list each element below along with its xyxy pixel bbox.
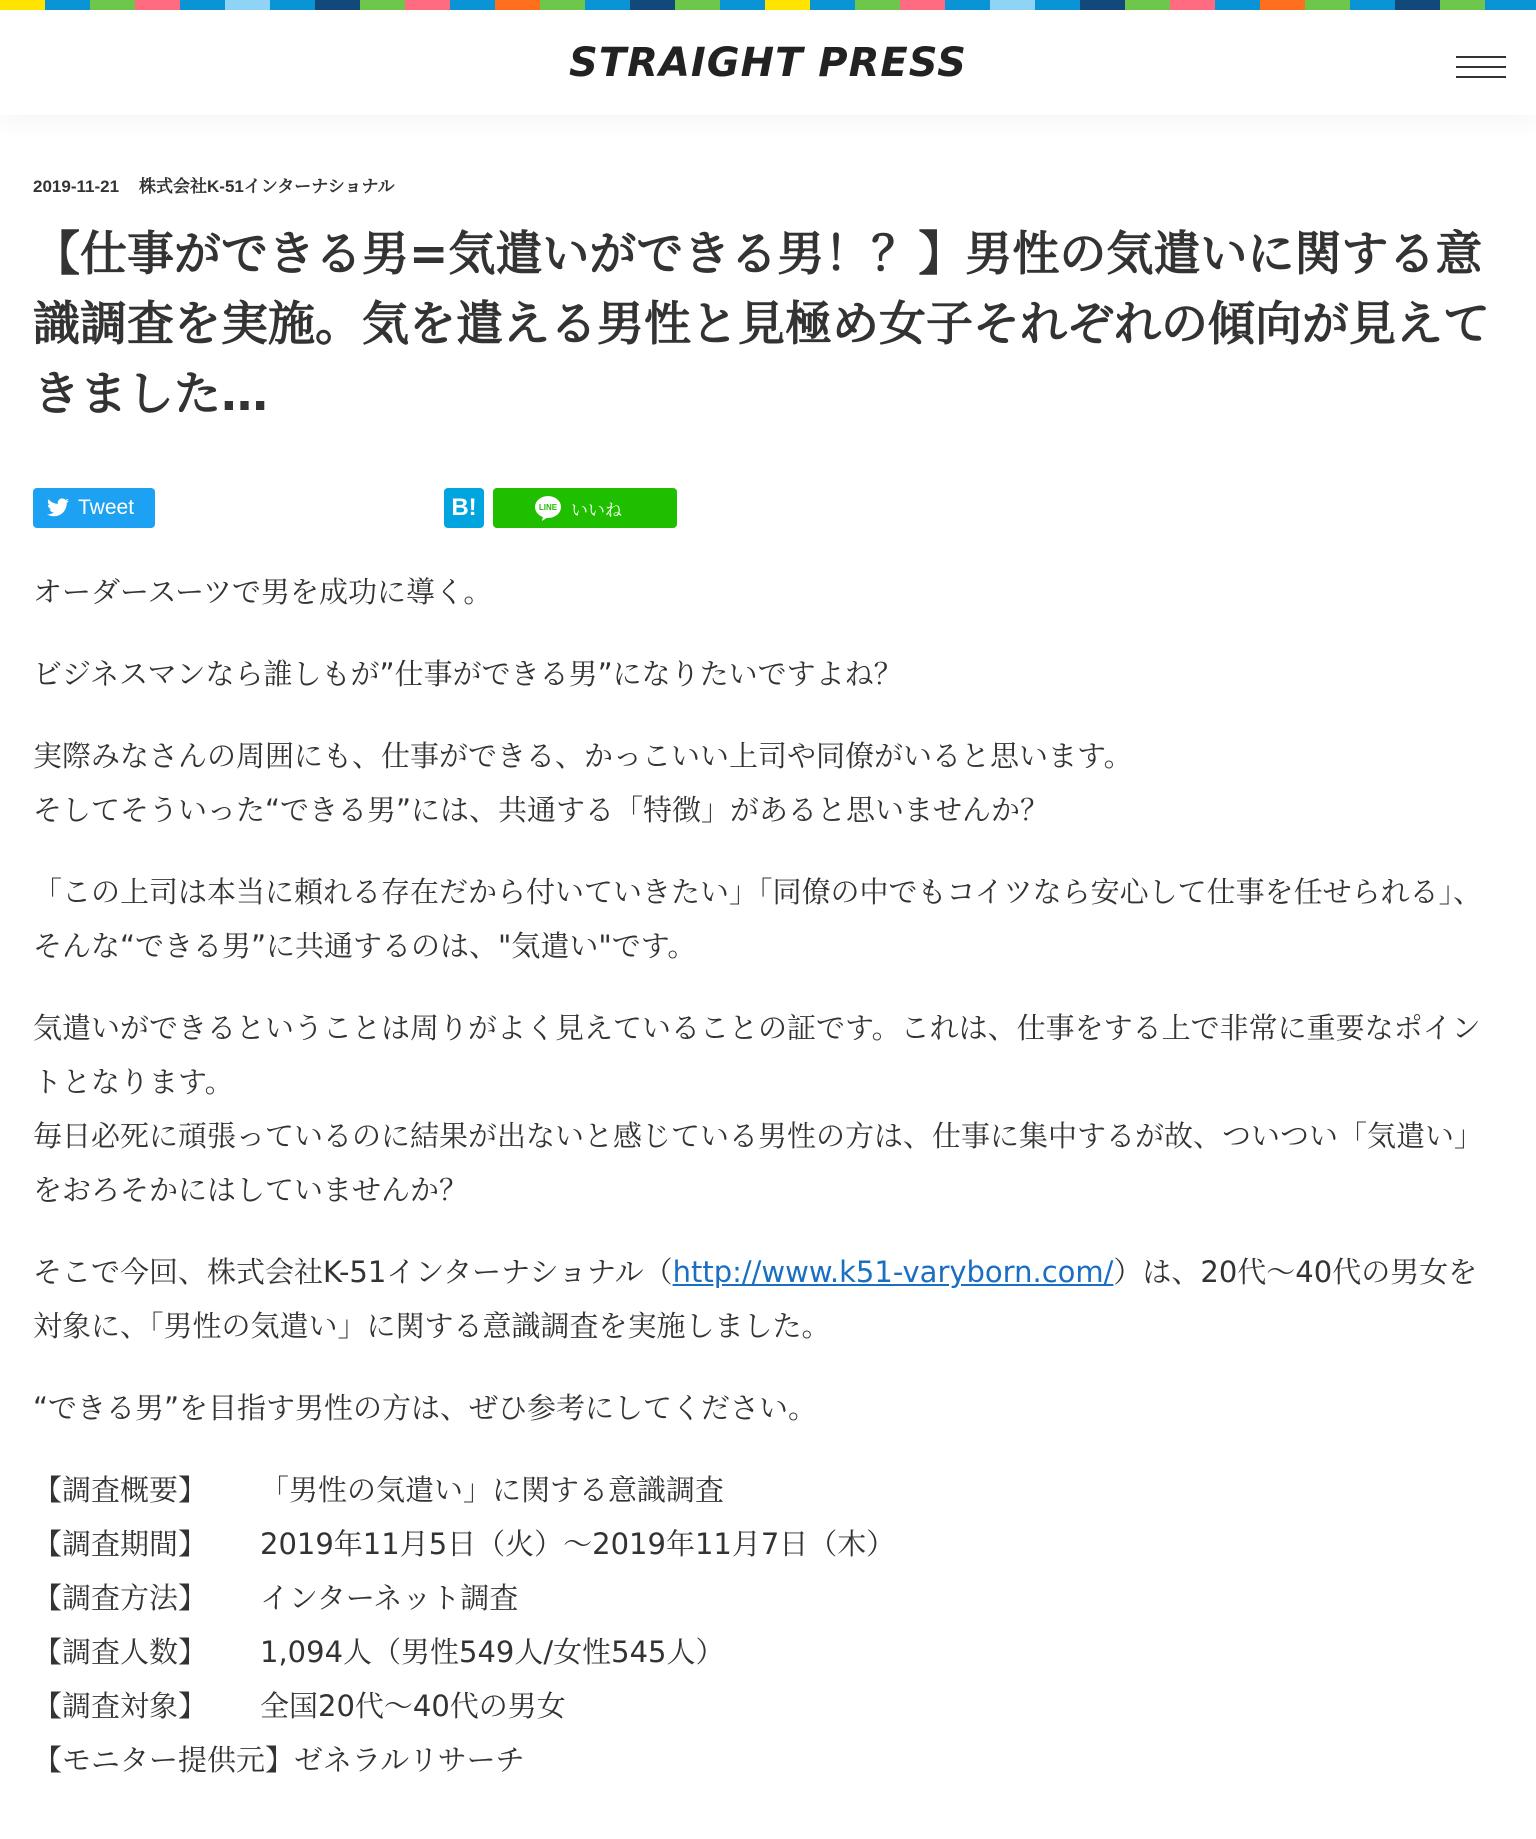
stripe-segment xyxy=(45,0,90,10)
stripe-segment xyxy=(810,0,855,10)
tweet-label: Tweet xyxy=(78,496,135,519)
body-paragraph-3 xyxy=(33,729,1503,837)
article-date: 2019-11-21 xyxy=(33,177,120,196)
twitter-bird-icon xyxy=(46,496,70,520)
tweet-button[interactable] xyxy=(33,488,155,528)
survey-item-value: 全国20代〜40代の男女 xyxy=(260,1689,566,1723)
stripe-segment xyxy=(540,0,585,10)
stripe-segment xyxy=(1395,0,1440,10)
survey-item xyxy=(33,1517,1503,1571)
article-company[interactable]: 株式会社K-51インターナショナル xyxy=(139,177,395,196)
stripe-segment xyxy=(765,0,810,10)
hamburger-menu-icon[interactable] xyxy=(1456,52,1506,82)
hatena-label: B! xyxy=(451,494,477,521)
stripe-segment xyxy=(1035,0,1080,10)
body-paragraph-6-before: そこで今回、株式会社K-51インターナショナル（ xyxy=(33,1255,673,1289)
survey-item xyxy=(33,1679,1503,1733)
site-logo[interactable]: STRAIGHT PRESS xyxy=(569,40,967,86)
survey-item-label: 【モニター提供元】 xyxy=(33,1743,295,1777)
body-paragraph-5 xyxy=(33,1001,1503,1217)
body-paragraph-7: “できる男”を目指す男性の方は、ぜひ参考にしてください。 xyxy=(33,1391,818,1425)
body-paragraph-4: 「この上司は本当に頼れる存在だから付いていきたい」「同僚の中でもコイツなら安心して仕事を任せられる」、そんな“できる男”に共通するのは、"気遣い"です。 xyxy=(33,875,1483,963)
stripe-segment xyxy=(495,0,540,10)
body-paragraph-3-line-1: 実際みなさんの周囲にも、仕事ができる、かっこいい上司や同僚がいると思います。 xyxy=(33,739,1133,773)
stripe-segment xyxy=(1080,0,1125,10)
stripe-segment xyxy=(855,0,900,10)
survey-item-value: ゼネラルリサーチ xyxy=(294,1743,525,1777)
stripe-segment xyxy=(135,0,180,10)
body-paragraph-5-line-2: 毎日必死に頑張っているのに結果が出ないと感じている男性の方は、仕事に集中するが故、ついつい「気遣い」をおろそかにはしていませんか？ xyxy=(33,1119,1484,1207)
stripe-segment xyxy=(90,0,135,10)
stripe-segment xyxy=(1305,0,1350,10)
survey-item-value: 1,094人（男性549人/女性545人） xyxy=(260,1635,725,1669)
article-body xyxy=(33,565,1503,1787)
body-paragraph-6-after: ）は、20代〜40代の男女を対象に、「男性の気遣い」に関する意識調査を実施しました。 xyxy=(33,1255,1478,1343)
article-title: 【仕事ができる男=気遣いができる男！？】男性の気遣いに関する意識調査を実施。気を遣える男性と見極め女子それぞれの傾向が見えてきました… xyxy=(33,227,1490,422)
survey-item-value: 2019年11月5日（火）〜2019年11月7日（木） xyxy=(260,1527,896,1561)
line-like-label: いいね xyxy=(571,500,622,521)
stripe-segment xyxy=(315,0,360,10)
body-paragraph-3-line-2: そしてそういった“できる男”には、共通する「特徴」があると思いませんか？ xyxy=(33,793,1050,827)
survey-item xyxy=(33,1463,1503,1517)
stripe-segment xyxy=(450,0,495,10)
stripe-segment xyxy=(1170,0,1215,10)
body-paragraph-5-line-1: 気遣いができるということは周りがよく見えていることの証です。これは、仕事をする上で非常に重要なポイントとなります。 xyxy=(33,1011,1481,1099)
stripe-segment xyxy=(1485,0,1536,10)
stripe-segment xyxy=(180,0,225,10)
survey-item-value: インターネット調査 xyxy=(260,1581,519,1615)
stripe-segment xyxy=(675,0,720,10)
survey-item-label: 【調査概要】 xyxy=(33,1473,208,1507)
stripe-segment xyxy=(1260,0,1305,10)
stripe-segment xyxy=(1440,0,1485,10)
site-header xyxy=(0,10,1536,115)
line-logo-icon xyxy=(533,493,563,523)
stripe-segment xyxy=(990,0,1035,10)
stripe-segment xyxy=(900,0,945,10)
stripe-segment xyxy=(630,0,675,10)
stripe-segment xyxy=(1125,0,1170,10)
survey-item-label: 【調査人数】 xyxy=(33,1635,208,1669)
stripe-segment xyxy=(270,0,315,10)
company-website-link[interactable]: http://www.k51-varyborn.com/ xyxy=(672,1255,1114,1289)
survey-details-list xyxy=(33,1463,1503,1787)
body-paragraph-6 xyxy=(33,1245,1503,1353)
stripe-segment xyxy=(405,0,450,10)
survey-item-label: 【調査対象】 xyxy=(33,1689,208,1723)
body-paragraph-2: ビジネスマンなら誰しもが”仕事ができる男”になりたいですよね？ xyxy=(33,657,903,691)
survey-item xyxy=(33,1571,1503,1625)
hatena-bookmark-button[interactable] xyxy=(444,488,484,528)
survey-item-value: 「男性の気遣い」に関する意識調査 xyxy=(260,1473,725,1507)
stripe-segment xyxy=(1215,0,1260,10)
stripe-segment xyxy=(585,0,630,10)
survey-item-label: 【調査期間】 xyxy=(33,1527,208,1561)
color-stripe-bar xyxy=(0,0,1536,10)
stripe-segment xyxy=(225,0,270,10)
survey-item xyxy=(33,1625,1503,1679)
article-meta xyxy=(33,172,395,197)
survey-item xyxy=(33,1733,1503,1787)
survey-item-label: 【調査方法】 xyxy=(33,1581,208,1615)
stripe-segment xyxy=(360,0,405,10)
line-logo-text: LINE xyxy=(538,503,558,512)
line-like-button[interactable] xyxy=(493,488,677,528)
stripe-segment xyxy=(0,0,45,10)
stripe-segment xyxy=(720,0,765,10)
body-paragraph-1: オーダースーツで男を成功に導く。 xyxy=(33,575,493,609)
stripe-segment xyxy=(1350,0,1395,10)
stripe-segment xyxy=(945,0,990,10)
